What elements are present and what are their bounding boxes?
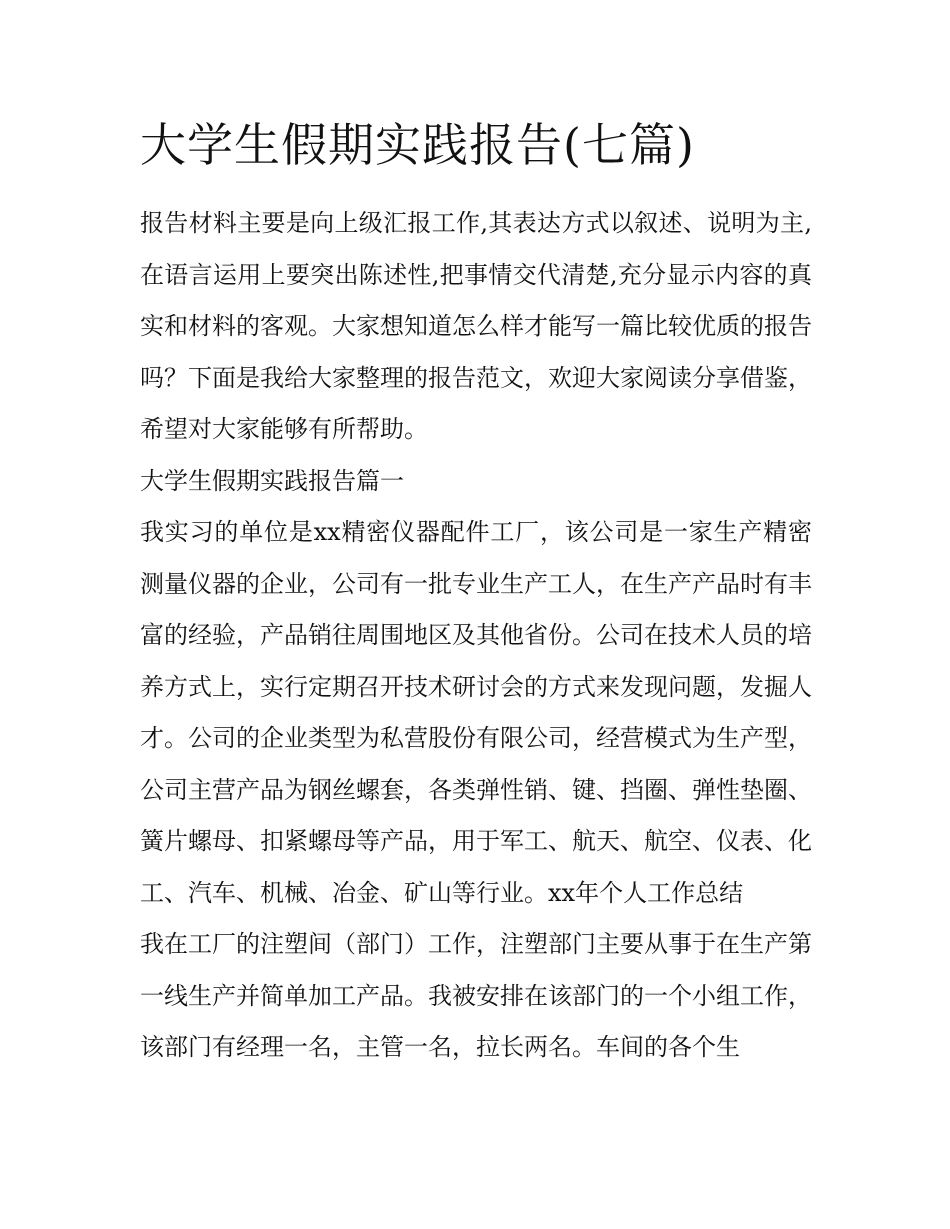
section-heading: 大学生假期实践报告篇一	[140, 466, 404, 495]
paragraph-department: 我在工厂的注塑间（部门）工作，注塑部门主要从事于在生产第一线生产并简单加工产品。我被安排在该部门的一个小组工作，该部门有经理一名，主管一名，拉长两名。车间的各个生	[140, 930, 812, 1061]
paragraph-internship-unit: 我实习的单位是xx精密仪器配件工厂，该公司是一家生产精密测量仪器的企业，公司有一批专业生产工人，在生产产品时有丰富的经验，产品销往周围地区及其他省份。公司在技术人员的培养方式上，实行定期召开技术研讨会的方式来发现问题，发掘人才。公司的企业类型为私营股份有限公司，经营模式为生产型，公司主营产品为钢丝螺套，各类弹性销、键、挡圈、弹性垫圈、簧片螺母、扣紧螺母等产品，用于军工、航天、航空、仪表、化工、汽车、机械、冶金、矿山等行业。xx年个人工作总结	[140, 518, 812, 907]
document-body	[140, 198, 812, 1074]
paragraph-intro: 报告材料主要是向上级汇报工作,其表达方式以叙述、说明为主,在语言运用上要突出陈述性,把事情交代清楚,充分显示内容的真实和材料的客观。大家想知道怎么样才能写一篇比较优质的报告吗？下面是我给大家整理的报告范文，欢迎大家阅读分享借鉴，希望对大家能够有所帮助。	[140, 209, 812, 443]
document-title: 大学生假期实践报告(七篇)	[140, 118, 695, 172]
